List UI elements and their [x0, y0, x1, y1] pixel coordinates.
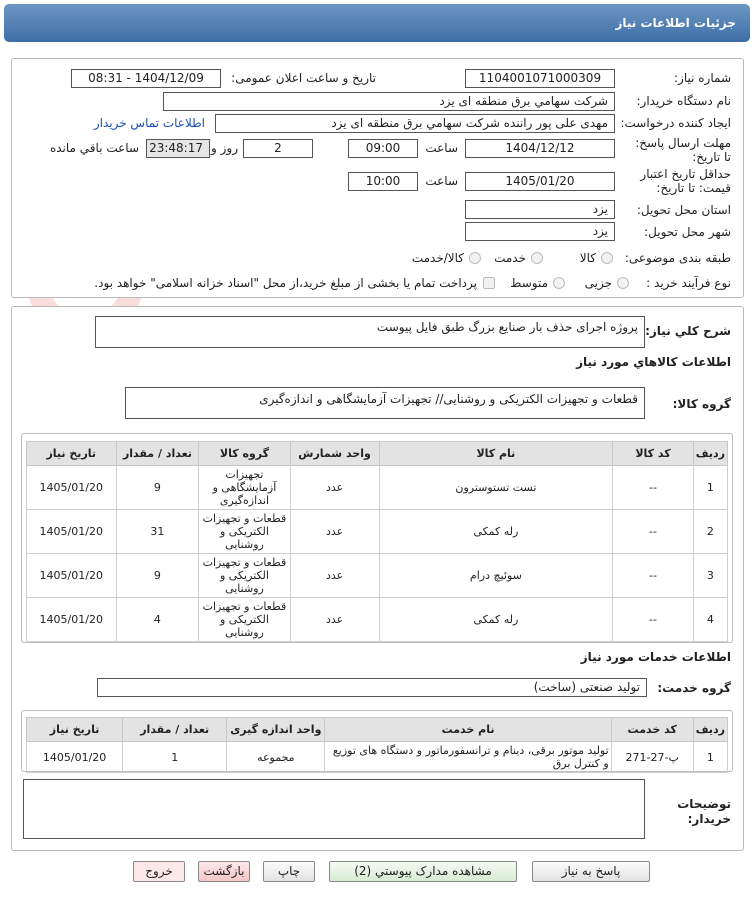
services-cell-date: 1405/01/20: [27, 742, 123, 773]
goods-cell-group: قطعات و تجهیزات الکتریکی و روشنایی: [199, 554, 290, 598]
buyer-contact-link[interactable]: اطلاعات تماس خریدار: [93, 116, 205, 130]
goods-cell-name: رله کمکی: [379, 598, 613, 642]
deadline-time-label: ساعت: [425, 141, 458, 155]
goods-cell-unit: عدد: [290, 554, 379, 598]
goods-cell-group: قطعات و تجهیزات الکتریکی و روشنایی: [199, 598, 290, 642]
back-button[interactable]: بازگشت: [198, 861, 250, 882]
goods-cell-row: 3: [693, 554, 727, 598]
purchase-type-label: نوع فرآیند خرید :: [646, 276, 731, 290]
need-number-label: شماره نیاز:: [674, 71, 731, 85]
deadline-date-field: 1404/12/12: [465, 139, 615, 158]
services-col-date: تاریخ نیاز: [27, 718, 123, 742]
city-label: شهر محل تحویل:: [644, 225, 731, 239]
category-radio-service[interactable]: [531, 252, 543, 264]
description-text: پروژه اجرای حذف بار صنایع بزرگ طبق فایل پیوست: [376, 320, 638, 334]
goods-col-row: ردیف: [693, 442, 727, 466]
services-cell-unit: مجموعه: [227, 742, 325, 773]
announce-field: 1404/12/09 - 08:31: [71, 69, 221, 88]
goods-col-group: گروه کالا: [199, 442, 290, 466]
purchase-option-minor: جزیی: [584, 276, 612, 290]
goods-col-qty: تعداد / مقدار: [116, 442, 199, 466]
validity-time-label: ساعت: [425, 174, 458, 188]
remaining-label: ساعت باقي مانده: [49, 141, 139, 155]
description-label: شرح کلي نیاز:: [645, 324, 731, 338]
goods-cell-code: --: [613, 554, 694, 598]
table-row[interactable]: [27, 466, 728, 510]
province-field: یزد: [465, 200, 615, 219]
print-button[interactable]: چاپ: [263, 861, 315, 882]
city-field: یزد: [465, 222, 615, 241]
goods-col-name: نام کالا: [379, 442, 613, 466]
need-number-field: 1104001071000309: [465, 69, 615, 88]
services-col-name: نام خدمت: [325, 718, 611, 742]
buyer-notes-label: توضیحات خریدار:: [677, 797, 731, 826]
goods-cell-row: 4: [693, 598, 727, 642]
need-info-panel: [11, 58, 744, 298]
buyer-notes-field: [23, 779, 645, 839]
remaining-time-field: 23:48:17: [146, 139, 210, 158]
description-field: [95, 316, 645, 348]
category-option-goods-service: کالا/خدمت: [411, 251, 464, 265]
services-table: [26, 717, 728, 773]
goods-col-unit: واحد شمارش: [290, 442, 379, 466]
reply-button[interactable]: پاسخ به نیاز: [532, 861, 650, 882]
goods-cell-row: 1: [693, 466, 727, 510]
purchase-radio-minor[interactable]: [617, 277, 629, 289]
category-option-goods: کالا: [579, 251, 596, 265]
category-label: طبقه بندی موضوعی:: [624, 251, 731, 265]
purchase-radio-medium[interactable]: [553, 277, 565, 289]
services-cell-code: پ-27-271: [611, 742, 693, 773]
services-table-header: [27, 718, 728, 742]
goods-cell-code: --: [613, 598, 694, 642]
goods-col-date: تاریخ نیاز: [27, 442, 117, 466]
goods-cell-code: --: [613, 510, 694, 554]
province-label: استان محل تحویل:: [636, 203, 731, 217]
buyer-org-field: شرکت سهامي برق منطقه ای یزد: [163, 92, 615, 111]
goods-cell-qty: 9: [116, 466, 199, 510]
services-section-title: اطلاعات خدمات مورد نیاز: [580, 650, 731, 664]
window-title: جزئیات اطلاعات نیاز: [4, 4, 750, 42]
buyer-org-label: نام دستگاه خریدار:: [636, 94, 731, 108]
category-option-service: خدمت: [494, 251, 526, 265]
purchase-option-medium: متوسط: [510, 276, 548, 290]
goods-cell-date: 1405/01/20: [27, 510, 117, 554]
services-group-text: تولید صنعتی (ساخت): [533, 680, 640, 694]
goods-group-field: [125, 387, 645, 419]
validity-date-field: 1405/01/20: [465, 172, 615, 191]
services-cell-row: 1: [693, 742, 727, 773]
view-attachments-button[interactable]: مشاهده مدارک پیوستي (2): [329, 861, 517, 882]
services-group-field: [97, 678, 647, 697]
deadline-time-field: 09:00: [348, 139, 418, 158]
goods-cell-row: 2: [693, 510, 727, 554]
services-group-label: گروه خدمت:: [657, 681, 731, 695]
goods-cell-name: سوئیچ درام: [379, 554, 613, 598]
exit-button[interactable]: خروج: [133, 861, 185, 882]
need-details-panel: [11, 306, 744, 851]
creator-field: مهدی علی پور راننده شرکت سهامي برق منطقه ای یزد: [215, 114, 615, 133]
treasury-checkbox[interactable]: [483, 277, 495, 289]
table-row[interactable]: [27, 742, 728, 773]
goods-table-header: [27, 442, 728, 466]
goods-cell-unit: عدد: [290, 510, 379, 554]
goods-cell-unit: عدد: [290, 466, 379, 510]
goods-cell-qty: 4: [116, 598, 199, 642]
goods-cell-name: تست تستوسترون: [379, 466, 613, 510]
goods-cell-unit: عدد: [290, 598, 379, 642]
services-cell-name: تولید موتور برقی، دینام و ترانسفورماتور و دستگاه های توزیع و کنترل برق: [325, 742, 611, 773]
goods-cell-date: 1405/01/20: [27, 466, 117, 510]
deadline-label: مهلت ارسال پاسخ: تا تاریخ:: [635, 136, 731, 164]
services-table-frame: [21, 710, 733, 772]
category-radio-goods-service[interactable]: [469, 252, 481, 264]
treasury-note: پرداخت تمام یا بخشی از مبلغ خرید،از محل "اسناد خزانه اسلامی" خواهد بود.: [94, 276, 477, 290]
goods-cell-code: --: [613, 466, 694, 510]
announce-label: تاریخ و ساعت اعلان عمومی:: [231, 71, 376, 85]
creator-label: ایجاد کننده درخواست:: [620, 116, 731, 130]
goods-cell-date: 1405/01/20: [27, 598, 117, 642]
services-col-row: ردیف: [693, 718, 727, 742]
table-row[interactable]: [27, 598, 728, 642]
services-col-qty: تعداد / مقدار: [123, 718, 227, 742]
days-remaining-field: 2: [243, 139, 313, 158]
goods-col-code: کد کالا: [613, 442, 694, 466]
goods-cell-name: رله کمکی: [379, 510, 613, 554]
goods-cell-group: تجهیزات آزمایشگاهی و اندازه‌گیری: [199, 466, 290, 510]
goods-group-label: گروه کالا:: [672, 397, 731, 411]
goods-cell-qty: 31: [116, 510, 199, 554]
table-row[interactable]: [27, 510, 728, 554]
goods-table: [26, 441, 728, 642]
goods-cell-qty: 9: [116, 554, 199, 598]
days-label: روز و: [211, 141, 238, 155]
goods-group-text: قطعات و تجهیزات الکتریکی و روشنایی// تجهیزات آزمایشگاهی و اندازه‌گیری: [259, 392, 638, 406]
goods-cell-group: قطعات و تجهیزات الکتریکی و روشنایی: [199, 510, 290, 554]
category-radio-goods[interactable]: [601, 252, 613, 264]
validity-time-field: 10:00: [348, 172, 418, 191]
table-row[interactable]: [27, 554, 728, 598]
validity-label: حداقل تاريخ اعتبار قیمت: تا تاریخ:: [640, 167, 731, 195]
goods-cell-date: 1405/01/20: [27, 554, 117, 598]
goods-section-title: اطلاعات کالاهاي مورد نياز: [576, 355, 731, 369]
goods-table-frame: [21, 433, 733, 643]
services-cell-qty: 1: [123, 742, 227, 773]
services-col-unit: واحد اندازه گیری: [227, 718, 325, 742]
services-col-code: کد خدمت: [611, 718, 693, 742]
